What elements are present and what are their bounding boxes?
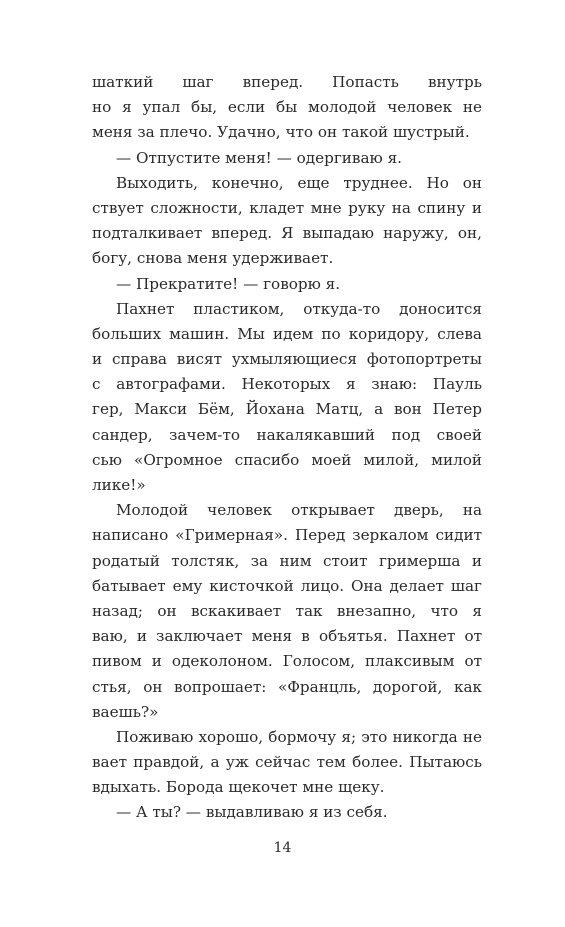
text-line: Поживаю хорошо, бормочу я; это никогда не <box>116 727 482 746</box>
text-line: — Прекратите! — говорю я. <box>116 274 341 293</box>
text-line: но я упал бы, если бы молодой человек не <box>92 98 482 117</box>
text-line: Выходить, конечно, еще труднее. Но он <box>116 173 482 192</box>
text-line: богу, снова меня удерживает. <box>92 249 334 268</box>
text-line: больших машин. Мы идем по коридору, слева <box>92 324 482 343</box>
text-line: и справа висят ухмыляющиеся фотопортреты <box>92 350 482 369</box>
text-line: сандер, зачем-то накалякавший под своей <box>92 425 482 444</box>
text-line: сью «Огромное спасибо моей милой, милой <box>92 450 482 469</box>
text-line: вает правдой, а уж сейчас тем более. Пытаюсь <box>92 753 482 772</box>
text-line: меня за плечо. Удачно, что он такой шустрый. <box>92 123 470 142</box>
text-line: батывает ему кисточкой лицо. Она делает шаг <box>92 576 482 595</box>
text-line: вдыхать. Борода щекочет мне щеку. <box>92 778 385 797</box>
text-line: родатый толстяк, за ним стоит гримерша и <box>92 551 482 570</box>
text-line: стья, он вопрошает: «Францль, дорогой, как <box>92 677 482 696</box>
text-line: — Отпустите меня! — одергиваю я. <box>116 148 402 167</box>
text-line: шаткий шаг вперед. Попасть внутрь <box>92 73 482 91</box>
text-line: написано «Гримерная». Перед зеркалом сидит <box>92 526 482 545</box>
page-number: 14 <box>273 840 292 856</box>
text-line: — А ты? — выдавливаю я из себя. <box>116 803 388 822</box>
text-line: ваешь?» <box>92 702 159 721</box>
text-line: Молодой человек открывает дверь, на <box>116 501 482 520</box>
text-line: с автографами. Некоторых я знаю: Пауль <box>92 375 482 394</box>
text-line: лике!» <box>92 476 146 494</box>
text-line: гер, Макси Бём, Йохана Матц, а вон Петер <box>92 400 482 419</box>
text-line: ваю, и заключает меня в объятья. Пахнет от <box>92 627 482 646</box>
text-line: Пахнет пластиком, откуда-то доносится <box>116 299 482 318</box>
text-line: назад; он вскакивает так внезапно, что я <box>92 601 482 620</box>
text-line: пивом и одеколоном. Голосом, плаксивым от <box>92 652 482 671</box>
body-text <box>92 70 482 826</box>
text-line: ствует сложности, кладет мне руку на спину и <box>92 198 482 217</box>
text-line: подталкивает вперед. Я выпадаю наружу, он, <box>92 224 482 243</box>
